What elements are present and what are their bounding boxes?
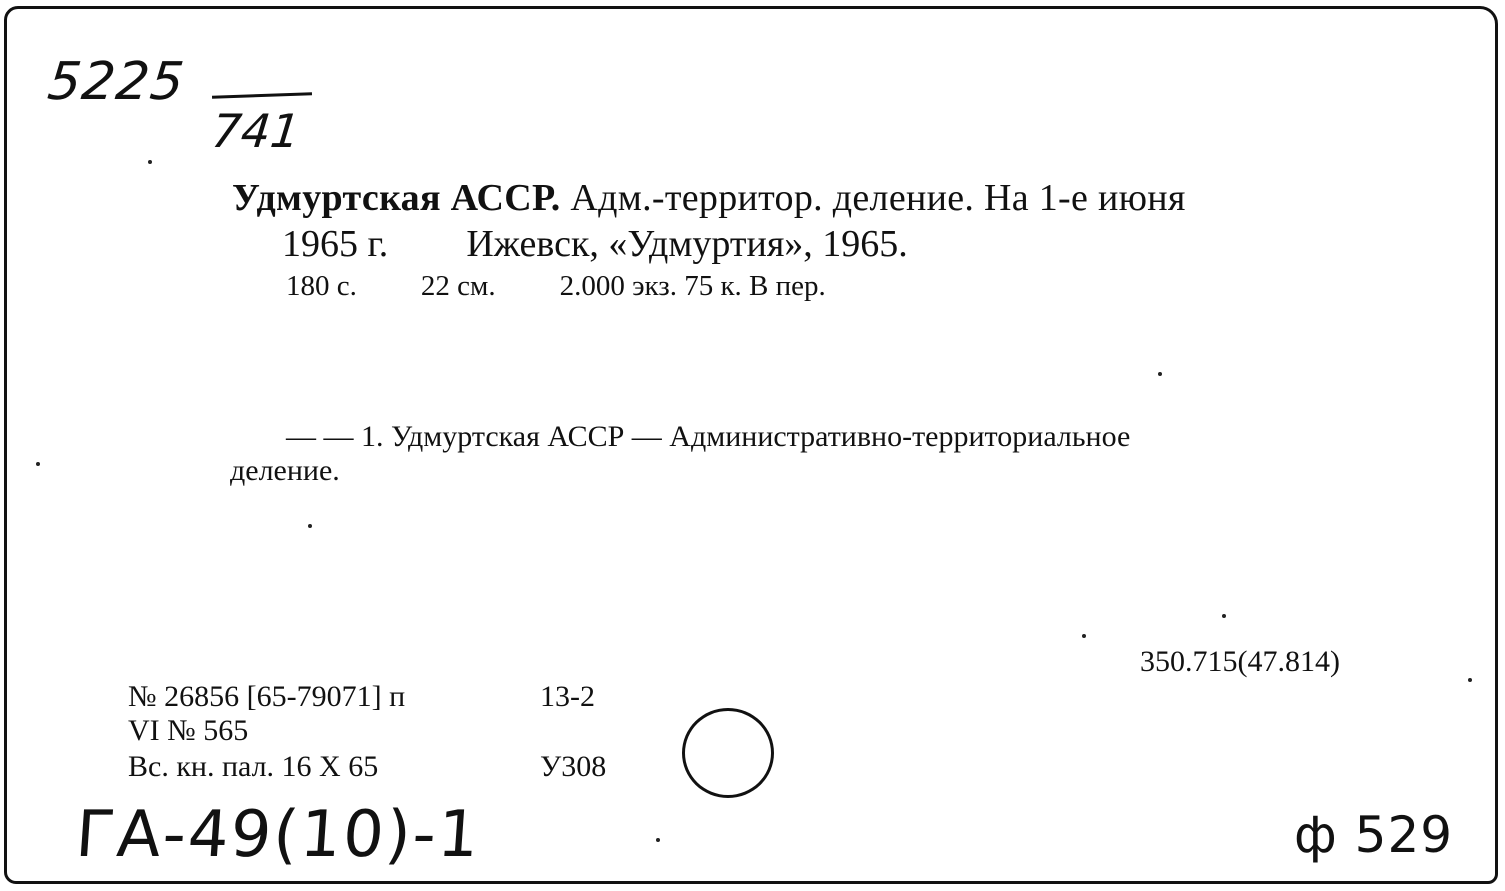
entry-size: 22 см. [420,270,496,302]
entry-copies: 2.000 экз. 75 к. В пер. [559,270,826,302]
handwritten-shelf-subnumber: 741 [209,104,303,158]
print-code: У308 [540,750,607,783]
speck [1222,614,1226,618]
speck [308,524,312,528]
handwritten-shelf-number: 5225 [44,52,188,112]
entry-imprint [282,222,908,266]
entry-heading-rest: Адм.-территор. деление. На 1-е июня [570,177,1186,219]
subject-heading-line2: деление. [230,454,340,487]
udc-classification: 350.715(47.814) [1140,645,1340,678]
speck [1468,678,1472,682]
speck [1082,634,1086,638]
record-number: № 26856 [65-79071] п [128,680,406,713]
speck [36,462,40,466]
handwritten-fund-number: ф 529 [1294,806,1454,864]
meta-row-3 [128,750,607,784]
punch-hole [682,708,774,798]
subject-heading-line1: — — 1. Удмуртская АССР — Административно-территориальное [286,420,1131,453]
speck [1158,372,1162,376]
entry-heading-bold: Удмуртская АССР. [232,177,561,219]
entry-publisher: Ижевск, «Удмуртия», 1965. [466,223,908,265]
meta-row-2 [128,714,248,748]
volume-number: VI № 565 [128,714,249,747]
handwritten-archive-code: ГА-49(10)-1 [73,798,484,872]
record-code: 13-2 [540,680,595,713]
entry-heading [232,176,1186,220]
entry-year: 1965 г. [282,223,389,265]
meta-row-1 [128,680,595,714]
entry-pages: 180 с. [286,270,357,302]
book-chamber-date: Вс. кн. пал. 16 X 65 [128,750,379,783]
speck [656,838,660,842]
entry-collation [286,270,826,303]
speck [148,160,152,164]
